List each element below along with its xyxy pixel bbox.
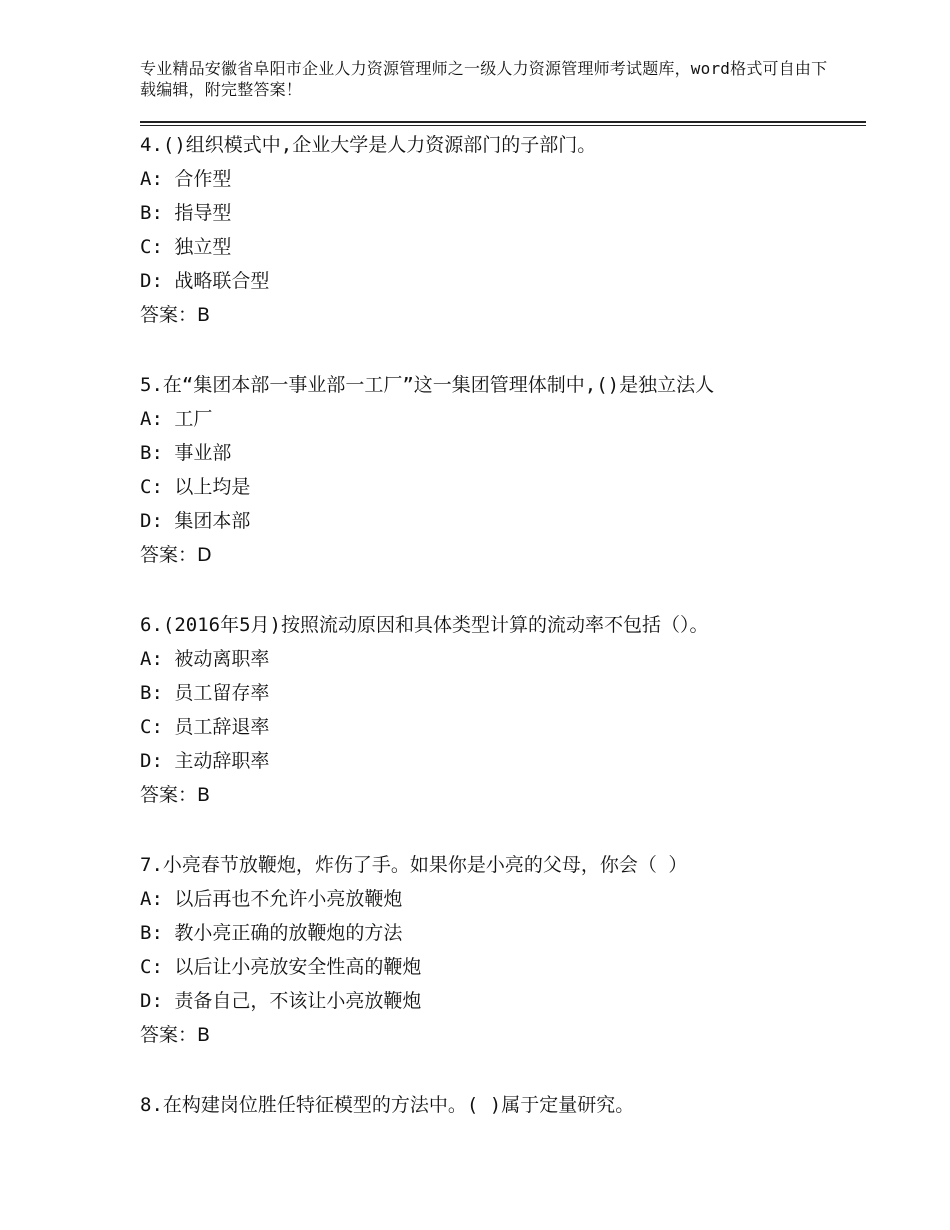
option-text: 员工辞退率	[174, 716, 270, 738]
answer-line	[140, 1018, 860, 1052]
option-key: D:	[140, 270, 163, 292]
question-spacer	[140, 1052, 860, 1088]
question-stem: 8.在构建岗位胜任特征模型的方法中。( )属于定量研究。	[140, 1094, 635, 1116]
option-key: B:	[140, 202, 163, 224]
option-c	[140, 710, 860, 744]
answer-value: B	[197, 304, 211, 326]
option-text: 工厂	[174, 408, 213, 430]
question-stem: 5.在“集团本部一事业部一工厂”这一集团管理体制中,()是独立法人	[140, 374, 715, 396]
option-text: 独立型	[174, 236, 232, 258]
option-c	[140, 230, 860, 264]
option-text: 指导型	[174, 202, 232, 224]
answer-value: D	[197, 544, 212, 566]
option-a	[140, 642, 860, 676]
answer-label: 答案：	[140, 1024, 198, 1046]
option-text: 事业部	[174, 442, 232, 464]
option-c	[140, 470, 860, 504]
option-text: 责备自己，不该让小亮放鞭炮	[174, 990, 422, 1012]
option-key: D:	[140, 750, 163, 772]
option-text: 集团本部	[174, 510, 251, 532]
answer-line	[140, 778, 860, 812]
question-spacer	[140, 332, 860, 368]
option-c	[140, 950, 860, 984]
option-text: 被动离职率	[174, 648, 270, 670]
question-stem: 4.()组织模式中,企业大学是人力资源部门的子部门。	[140, 134, 597, 156]
answer-value: B	[197, 1024, 211, 1046]
option-key: C:	[140, 476, 163, 498]
answer-label: 答案：	[140, 304, 198, 326]
option-a	[140, 162, 860, 196]
question-stem: 6.(2016年5月)按照流动原因和具体类型计算的流动率不包括（）。	[140, 614, 709, 636]
option-text: 以后让小亮放安全性高的鞭炮	[174, 956, 422, 978]
option-a	[140, 402, 860, 436]
option-key: C:	[140, 236, 163, 258]
option-text: 以后再也不允许小亮放鞭炮	[174, 888, 403, 910]
answer-line	[140, 538, 860, 572]
option-text: 合作型	[174, 168, 232, 190]
question-spacer	[140, 812, 860, 848]
option-key: D:	[140, 990, 163, 1012]
header-rule-thick	[140, 121, 866, 123]
answer-label: 答案：	[140, 544, 198, 566]
option-d	[140, 504, 860, 538]
option-key: A:	[140, 888, 163, 910]
option-text: 战略联合型	[174, 270, 270, 292]
option-text: 以上均是	[174, 476, 251, 498]
question-stem: 7.小亮春节放鞭炮，炸伤了手。如果你是小亮的父母，你会（ ）	[140, 854, 688, 876]
option-text: 主动辞职率	[174, 750, 270, 772]
option-a	[140, 882, 860, 916]
question-7	[140, 848, 860, 1052]
document-header: 专业精品安徽省阜阳市企业人力资源管理师之一级人力资源管理师考试题库，word格式可自由下载编辑，附完整答案！	[140, 59, 828, 99]
option-key: A:	[140, 648, 163, 670]
answer-value: B	[197, 784, 211, 806]
option-key: B:	[140, 922, 163, 944]
answer-line	[140, 298, 860, 332]
option-key: B:	[140, 682, 163, 704]
option-d	[140, 744, 860, 778]
option-key: D:	[140, 510, 163, 532]
option-key: A:	[140, 168, 163, 190]
option-key: B:	[140, 442, 163, 464]
question-5	[140, 368, 860, 572]
option-text: 教小亮正确的放鞭炮的方法	[174, 922, 403, 944]
question-6	[140, 608, 860, 812]
option-b	[140, 676, 860, 710]
question-4	[140, 128, 860, 332]
option-b	[140, 196, 860, 230]
option-text: 员工留存率	[174, 682, 270, 704]
answer-label: 答案：	[140, 784, 198, 806]
option-b	[140, 916, 860, 950]
option-b	[140, 436, 860, 470]
option-d	[140, 264, 860, 298]
header-rule-thin	[140, 125, 866, 126]
question-8	[140, 1088, 860, 1122]
option-key: A:	[140, 408, 163, 430]
option-key: C:	[140, 716, 163, 738]
question-spacer	[140, 572, 860, 608]
question-list	[140, 128, 860, 1122]
option-key: C:	[140, 956, 163, 978]
option-d	[140, 984, 860, 1018]
